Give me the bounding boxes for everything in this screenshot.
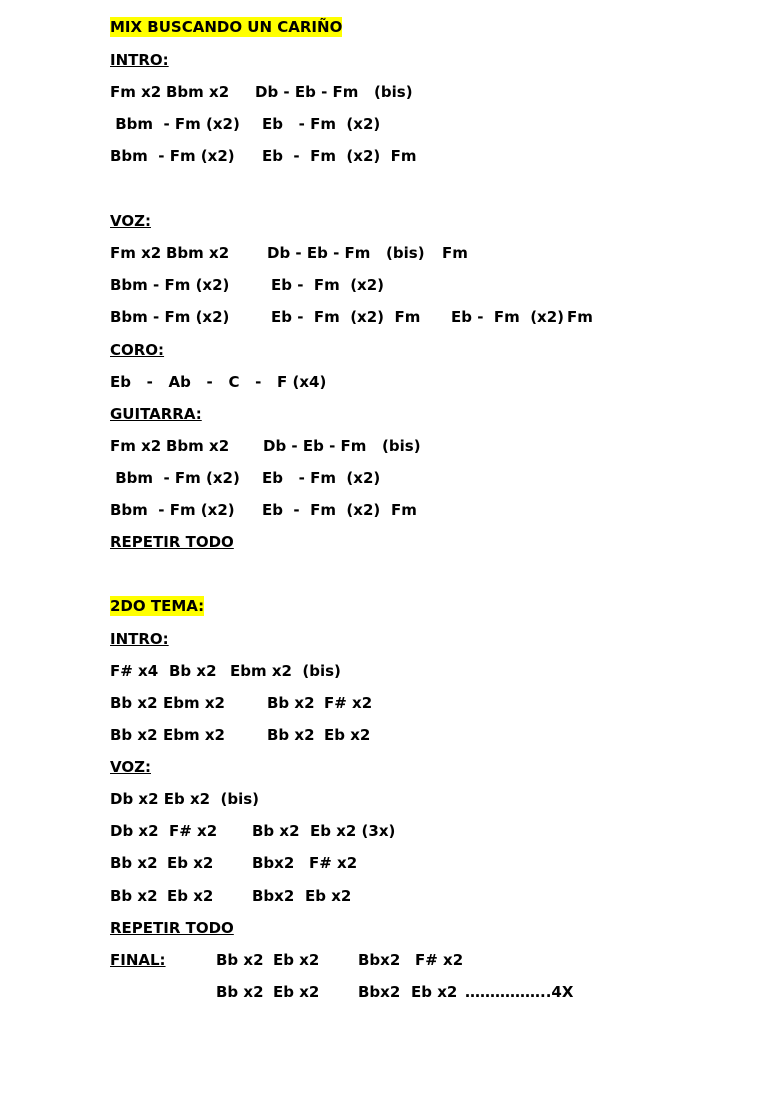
song1-guitarra-line-1 <box>110 436 421 456</box>
chord-segment: ……………..4X <box>465 983 574 1001</box>
song2-title: 2DO TEMA: <box>110 597 205 615</box>
chord-segment: Bbx2 <box>252 854 295 872</box>
chord-segment: Bbm - Fm (x2) <box>110 469 240 487</box>
song1-coro-line-1 <box>110 372 327 392</box>
song2-intro-heading: INTRO: <box>110 630 169 648</box>
chord-segment: Bbm x2 <box>166 437 230 455</box>
chord-segment: Db x2 Eb x2 (bis) <box>110 790 260 808</box>
chord-segment: Eb x2 (3x) <box>310 822 396 840</box>
chord-segment: Ebm x2 <box>163 726 225 744</box>
chord-segment: F# x2 <box>309 854 358 872</box>
chord-segment: Ebm x2 <box>163 694 225 712</box>
chord-segment: Eb x2 <box>411 983 458 1001</box>
chord-segment: Bb x2 <box>169 662 217 680</box>
chord-segment: Bbm - Fm (x2) <box>110 501 235 519</box>
chord-segment: Db - Eb - Fm (bis) <box>255 83 413 101</box>
song2-voz-line-4 <box>110 886 352 906</box>
chord-segment: Eb x2 <box>273 983 320 1001</box>
chord-segment: Bb x2 <box>110 887 158 905</box>
chord-segment: Fm x2 <box>110 244 162 262</box>
chord-segment: Bbm - Fm (x2) <box>110 115 240 133</box>
chord-segment: Fm <box>567 308 593 326</box>
chord-segment: Eb - Fm (x2) Fm <box>262 147 417 165</box>
chord-segment: Bbm - Fm (x2) <box>110 308 230 326</box>
chord-segment: Eb x2 <box>167 854 214 872</box>
song1-intro-line-3 <box>110 146 417 166</box>
chord-segment: Eb x2 <box>324 726 371 744</box>
song2-intro-line-2 <box>110 693 373 713</box>
song1-voz-heading: VOZ: <box>110 212 151 230</box>
song2-intro-line-3 <box>110 725 371 745</box>
chord-segment: Eb - Fm (x2) Fm <box>271 308 421 326</box>
chord-segment: Db - Eb - Fm (bis) <box>263 437 421 455</box>
song2-repeat-label: REPETIR TODO <box>110 919 234 937</box>
song2-voz-line-2 <box>110 821 396 841</box>
chord-segment: Bb x2 <box>216 983 264 1001</box>
chord-segment: Eb - Fm (x2) <box>262 115 381 133</box>
chord-segment: F# x2 <box>169 822 218 840</box>
chord-segment: Bbx2 <box>252 887 295 905</box>
song1-voz-line-2 <box>110 275 385 295</box>
chord-segment: Fm x2 <box>110 83 162 101</box>
chord-segment: Eb - Fm (x2) <box>271 276 385 294</box>
chord-segment: Bbm - Fm (x2) <box>110 147 235 165</box>
chord-segment: Eb x2 <box>167 887 214 905</box>
chord-segment: Fm <box>442 244 468 262</box>
song1-voz-line-1 <box>110 243 468 263</box>
chord-segment: Fm <box>391 501 417 519</box>
chord-segment: F# x2 <box>415 951 464 969</box>
song1-guitarra-line-2 <box>110 468 381 488</box>
song1-title: MIX BUSCANDO UN CARIÑO <box>110 18 343 36</box>
song1-intro-line-2 <box>110 114 381 134</box>
song2-final-line-1 <box>216 950 464 970</box>
song1-repeat-label: REPETIR TODO <box>110 533 234 551</box>
chord-segment: Fm x2 <box>110 437 162 455</box>
chord-segment: Eb - Fm (x2) <box>262 501 381 519</box>
song2-voz-line-3 <box>110 853 358 873</box>
song2-final-line-2 <box>216 982 574 1002</box>
song1-intro-line-1 <box>110 82 413 102</box>
chord-segment: Bbm x2 <box>166 244 230 262</box>
song2-intro-line-1 <box>110 661 341 681</box>
chord-segment: Bbx2 <box>358 983 401 1001</box>
chord-segment: Bb x2 <box>216 951 264 969</box>
song2-final-heading: FINAL: <box>110 951 166 969</box>
chord-segment: Eb x2 <box>273 951 320 969</box>
song2-voz-heading: VOZ: <box>110 758 151 776</box>
song1-guitarra-heading: GUITARRA: <box>110 405 202 423</box>
chord-segment: Bb x2 <box>252 822 300 840</box>
song1-coro-heading: CORO: <box>110 341 165 359</box>
song1-guitarra-line-3 <box>110 500 417 520</box>
chord-segment: Bb x2 <box>110 726 158 744</box>
song2-voz-line-1 <box>110 789 260 809</box>
chord-segment: Bbx2 <box>358 951 401 969</box>
chord-segment: Bb x2 <box>110 854 158 872</box>
chord-segment: F# x4 <box>110 662 159 680</box>
chord-segment: Ebm x2 (bis) <box>230 662 341 680</box>
chord-segment: F# x2 <box>324 694 373 712</box>
chord-segment: Eb x2 <box>305 887 352 905</box>
chord-segment: Eb - Fm (x2) <box>451 308 565 326</box>
song1-voz-line-3 <box>110 307 593 327</box>
chord-segment: Bbm - Fm (x2) <box>110 276 230 294</box>
chord-segment: Bbm x2 <box>166 83 230 101</box>
chord-segment: Db - Eb - Fm (bis) <box>267 244 425 262</box>
chord-segment: Eb - Fm (x2) <box>262 469 381 487</box>
chord-segment: Eb - Ab - C - F (x4) <box>110 373 327 391</box>
chord-segment: Db x2 <box>110 822 159 840</box>
chord-segment: Bb x2 <box>110 694 158 712</box>
chord-segment: Bb x2 <box>267 726 315 744</box>
song1-intro-heading: INTRO: <box>110 51 169 69</box>
chord-segment: Bb x2 <box>267 694 315 712</box>
